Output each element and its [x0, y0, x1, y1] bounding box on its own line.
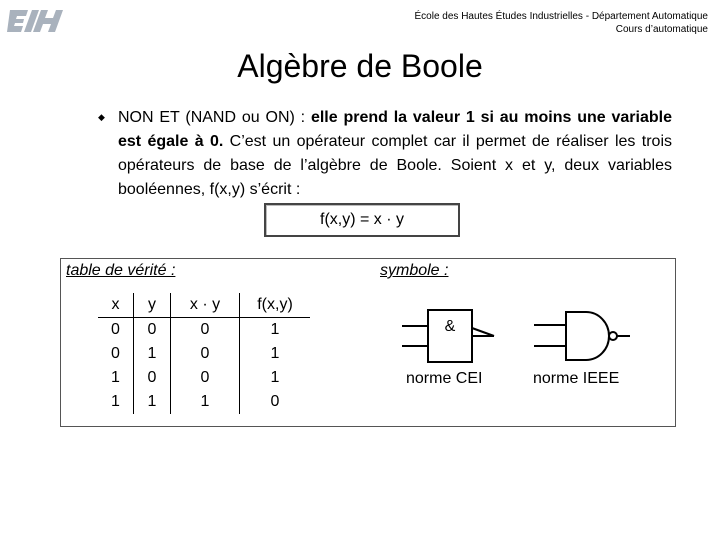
table-cell: 1: [240, 366, 311, 390]
table-header-f: f(x,y): [240, 293, 311, 318]
header-institution: École des Hautes Études Industrielles - Département Automatique: [414, 11, 708, 22]
table-cell: 1: [240, 342, 311, 366]
table-header-x: x: [98, 293, 134, 318]
paragraph-lead: NON ET (NAND ou ON) :: [118, 109, 311, 126]
table-cell: 1: [134, 342, 171, 366]
table-cell: 0: [111, 321, 120, 338]
paragraph-rest: C’est un opérateur complet car il permet de réaliser les trois opérateurs de base de l’algèbre de Boole. Soient x et y, deux variables booléennes, f(x,y) s’écrit :: [118, 133, 672, 198]
symbol-label: symbole :: [380, 262, 449, 279]
table-cell: 1: [111, 393, 120, 410]
paragraph-bold: elle prend la valeur 1 si au moins une variable est égale à 0.: [118, 109, 672, 150]
ieee-caption: norme IEEE: [533, 370, 620, 387]
table-cell: 0: [111, 345, 120, 362]
page-title: Algèbre de Boole: [237, 48, 483, 84]
cei-ampersand: &: [444, 318, 456, 335]
nand-gate-ieee-icon: [534, 312, 630, 360]
table-cell: 1: [134, 390, 171, 414]
table-header-xy: x · y: [171, 293, 240, 318]
table-cell: 0: [134, 318, 171, 343]
diamond-bullet-icon: ◆: [98, 112, 105, 122]
table-cell: 0: [171, 342, 240, 366]
table-header-y: y: [134, 293, 171, 318]
formula-box: f(x,y) = x · y: [264, 203, 460, 237]
table-cell: 0: [134, 366, 171, 390]
table-cell: 1: [171, 390, 240, 414]
truth-table-label: table de vérité :: [66, 262, 176, 279]
header-course: Cours d’automatique: [615, 24, 708, 35]
table-cell: 1: [111, 369, 120, 386]
table-cell: 0: [240, 390, 311, 414]
cei-caption: norme CEI: [406, 370, 483, 387]
table-cell: 0: [171, 318, 240, 343]
table-cell: 0: [171, 366, 240, 390]
table-cell: 1: [240, 318, 311, 343]
